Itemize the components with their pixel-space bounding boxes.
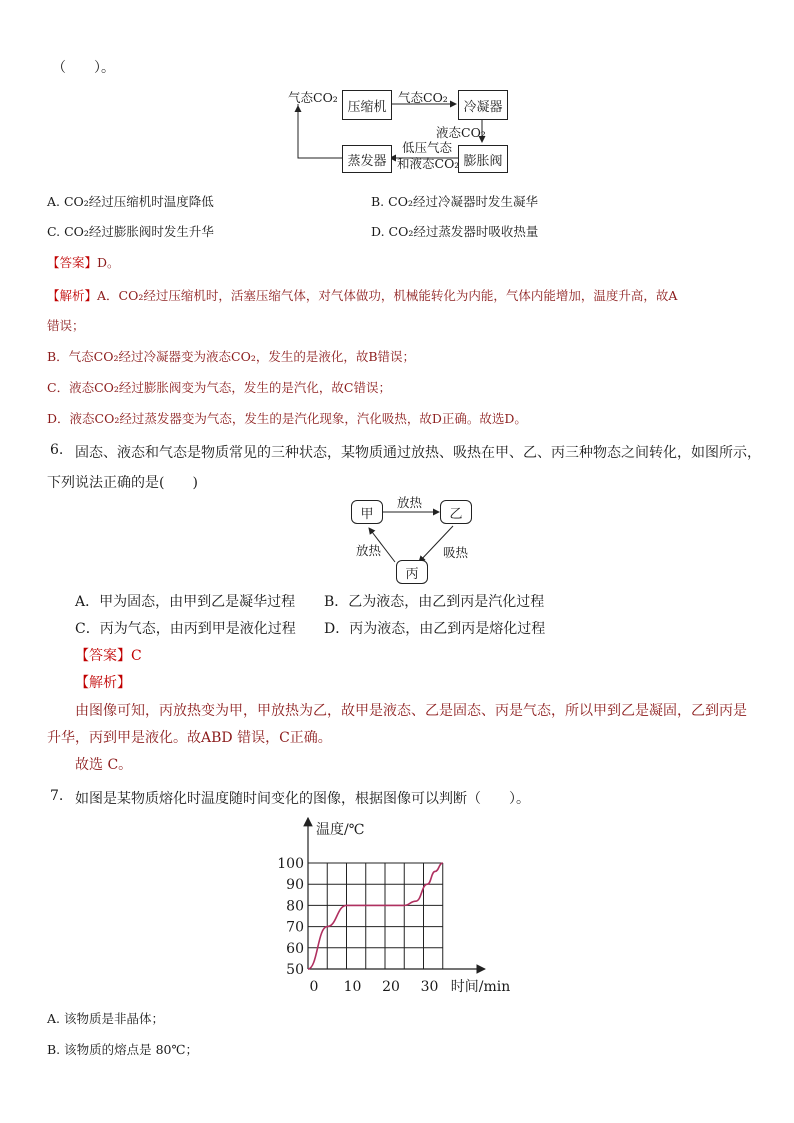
right-label: 液态CO₂ bbox=[436, 125, 486, 140]
q5-answer-tag: 【答案】 bbox=[47, 255, 98, 270]
q6-analysis-line-1: 由图像可知，丙放热变为甲，甲放热为乙，故甲是液态、乙是固态、丙是气态，所以甲到乙是凝固，乙到丙是 bbox=[75, 703, 747, 719]
q5-option-c: C. CO₂经过膨胀阀时发生升华 bbox=[47, 224, 214, 239]
y-tick-label: 90 bbox=[286, 877, 304, 894]
q6-option-a: A．甲为固态，由甲到乙是凝华过程 bbox=[75, 594, 296, 610]
label-right-xire: 吸热 bbox=[443, 545, 469, 560]
top-label: 气态CO₂ bbox=[398, 90, 448, 105]
q6-analysis-line-3: 故选 C。 bbox=[75, 757, 133, 773]
compressor-box: 压缩机 bbox=[342, 90, 392, 120]
evaporator-box: 蒸发器 bbox=[342, 145, 392, 173]
q5-option-b: B. CO₂经过冷凝器时发生凝华 bbox=[371, 194, 538, 209]
expansion-valve-box: 膨胀阀 bbox=[458, 145, 508, 173]
y-tick-label: 70 bbox=[286, 919, 304, 936]
label-top-fangre: 放热 bbox=[397, 495, 423, 510]
q6-stem-line-1: 固态、液态和气态是物质常见的三种状态，某物质通过放热、吸热在甲、乙、丙三种物态之间转化，如图所示， bbox=[75, 445, 761, 461]
y-axis-label: 温度/℃ bbox=[316, 822, 365, 838]
q7-stem: 如图是某物质熔化时温度随时间变化的图像，根据图像可以判断（ ）。 bbox=[75, 791, 530, 807]
q5-analysis-tag: 【解析】 bbox=[47, 288, 98, 303]
q5-answer-value: D。 bbox=[97, 255, 120, 270]
q5-analysis-text-1: A．CO₂经过压缩机时，活塞压缩气体，对气体做功，机械能转化为内能，气体内能增加，温度升高，故A bbox=[97, 288, 678, 303]
q6-option-b: B．乙为液态，由乙到丙是汽化过程 bbox=[324, 594, 545, 610]
x-tick-label: 20 bbox=[382, 979, 400, 995]
q5-analysis-line-4: D．液态CO₂经过蒸发器变为气态，发生的是汽化现象，汽化吸热，故D正确。故选D。 bbox=[47, 411, 527, 426]
yi-box: 乙 bbox=[440, 500, 472, 524]
bottom-label-1: 低压气态 bbox=[402, 140, 453, 155]
q5-stem-tail: （ ）。 bbox=[52, 60, 115, 76]
q6-number: 6. bbox=[50, 442, 64, 458]
label-left-fangre: 放热 bbox=[356, 543, 382, 558]
q7-temperature-chart bbox=[270, 812, 530, 997]
bing-box: 丙 bbox=[396, 560, 428, 584]
q6-option-c: C．丙为气态，由丙到甲是液化过程 bbox=[75, 621, 296, 637]
condenser-box: 冷凝器 bbox=[458, 90, 508, 120]
q6-stem-line-2: 下列说法正确的是( ) bbox=[47, 475, 198, 491]
q5-analysis-line-1b: 错误； bbox=[47, 318, 85, 333]
q7-option-b: B. 该物质的熔点是 80℃； bbox=[47, 1042, 198, 1057]
q5-answer bbox=[47, 253, 120, 271]
q5-analysis-line-1 bbox=[47, 286, 677, 304]
q7-number: 7. bbox=[50, 788, 64, 804]
q6-option-d: D．丙为液态，由乙到丙是熔化过程 bbox=[324, 621, 546, 637]
x-tick-label: 10 bbox=[343, 979, 362, 995]
q6-analysis-line-2: 升华，丙到甲是液化。故ABD 错误，C正确。 bbox=[47, 730, 332, 746]
q5-option-d: D. CO₂经过蒸发器时吸收热量 bbox=[371, 224, 539, 239]
arrow-evaporator-return bbox=[298, 104, 342, 158]
q5-analysis-line-3: C．液态CO₂经过膨胀阀变为气态，发生的是汽化，故C错误； bbox=[47, 380, 391, 395]
x-tick-label: 30 bbox=[420, 979, 439, 995]
q5-option-a: A. CO₂经过压缩机时温度降低 bbox=[47, 194, 214, 209]
q5-analysis-line-2: B．气态CO₂经过冷凝器变为液态CO₂，发生的是液化，故B错误； bbox=[47, 349, 416, 364]
jia-box: 甲 bbox=[351, 500, 383, 524]
q6-answer: 【答案】C bbox=[75, 648, 142, 664]
x-tick-label: 0 bbox=[309, 979, 319, 995]
q7-option-a: A. 该物质是非晶体； bbox=[47, 1011, 164, 1026]
y-tick-label: 50 bbox=[286, 962, 304, 978]
left-label: 气态CO₂ bbox=[288, 90, 338, 105]
bottom-label-2: 和液态CO₂ bbox=[397, 156, 460, 171]
y-tick-label: 80 bbox=[286, 898, 304, 915]
q6-analysis-tag: 【解析】 bbox=[75, 675, 131, 691]
series-line-temperature bbox=[308, 863, 443, 969]
x-axis-label: 时间/min bbox=[450, 979, 511, 995]
y-tick-label: 60 bbox=[286, 940, 304, 957]
y-tick-label: 100 bbox=[277, 856, 304, 872]
